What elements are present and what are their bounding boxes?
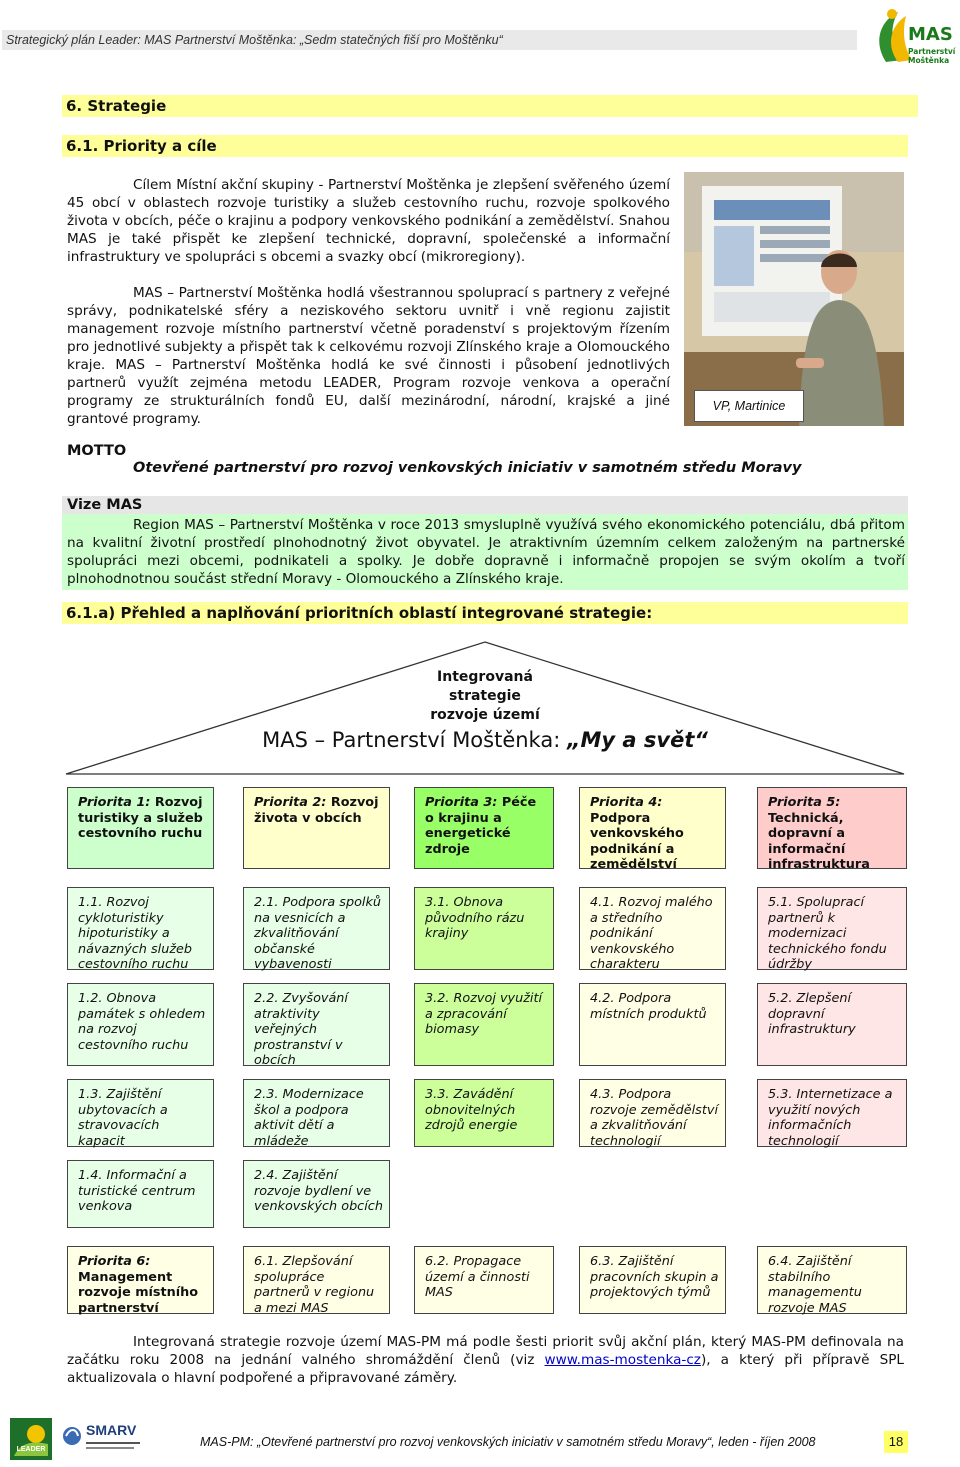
intro-paragraph-2 [67,284,670,428]
priority-6-label: Priorita 6: [78,1254,151,1269]
measure-1-3: 1.3. Zajištění ubytovacích a stravovacích kapacit [67,1079,214,1147]
mas-logo [868,4,958,74]
measure-2-1: 2.1. Podpora spolků na vesnicích a zkvalitňování občanské vybavenosti [243,887,390,970]
priority-4-title: Podpora venkovského podnikání a zemědělství [590,810,684,873]
priority-6-box [67,1246,214,1314]
measure-5-3: 5.3. Internetizace a využití nových informačních technologií [757,1079,907,1147]
page-number: 18 [884,1431,908,1453]
priority-5-label: Priorita 5: [768,795,841,810]
measure-3-1: 3.1. Obnova původního rázu krajiny [414,887,554,970]
vision-block [62,496,908,590]
motto-text: Otevřené partnerství pro rozvoj venkovských iniciativ v samotném středu Moravy [133,460,802,476]
intro-p1: Cílem Místní akční skupiny - Partnerství Moštěnka je zlepšení svěřeného území 45 obcí v oblastech rozvoje turistiky a služeb cestovního ruchu, rozvoje spolkového života v obcích, péče o krajinu a podpory venkovského podnikání a zemědělství. Snahou MAS je také přispět ke zlepšení technické, dopravní, společenské a informační infrastruktury ve spolupráci s obcemi a svazky obcí (mikroregiony). [67,177,670,265]
roof-slogan: „My a svět“ [566,728,708,752]
priority-4-box [579,787,726,873]
priority-3-box [414,787,554,869]
roof-line-2: strategie [449,688,521,704]
smarv-logo [62,1418,142,1458]
measure-5-1: 5.1. Spoluprací partnerů k modernizaci technického fondu údržby [757,887,907,970]
priority-1-label: Priorita 1: [78,795,151,810]
priority-3-title: Péče o krajinu a energetické zdroje [425,795,537,857]
measure-2-3: 2.3. Modernizace škol a podpora aktivit dětí a mládeže [243,1079,390,1147]
measure-3-2: 3.2. Rozvoj využití a zpracování biomasy [414,983,554,1066]
measure-1-4: 1.4. Informační a turistické centrum venkova [67,1160,214,1228]
measure-6-4: 6.4. Zajištění stabilního managementu rozvoje MAS [757,1246,907,1314]
vision-text: Region MAS – Partnerství Moštěnka v roce 2013 smysluplně využívá svého ekonomického potenciálu, dbá přitom na kvalitní životní prostředí plnohodnotný život obyvatel. Je atraktivním územním celkem založeným na partnerské spolupráci mezi obcemi, podnikateli a spolky. Je dobře dopravně i informačně propojen se svým okolím a tvoří plnohodnotnou součást střední Moravy - Olomouckého a Zlínského kraje. [67,517,905,587]
motto-label: MOTTO [67,443,127,459]
svg-text:Moštěnka: Moštěnka [908,56,950,65]
roof-line-1: Integrovaná [437,669,533,685]
leader-logo-icon [10,1418,52,1460]
measure-6-2: 6.2. Propagace území a činnosti MAS [414,1246,554,1314]
closing-text-before: Integrovaná strategie rozvoje území MAS-PM má podle šesti priorit svůj akční plán, který MAS-PM definovala na začátku roku 2008 na jednání valného shromáždění členů (viz [67,1334,904,1368]
presentation-photo [684,172,904,426]
measure-6-1: 6.1. Zlepšování spolupráce partnerů v regionu a mezi MAS [243,1246,390,1314]
measure-4-3: 4.3. Podpora rozvoje zemědělství a zkvalitňování technologií [579,1079,726,1147]
priority-2-box [243,787,390,869]
priority-2-title: Rozvoj života v obcích [254,795,379,826]
closing-paragraph [67,1333,904,1387]
photo-caption: VP, Martinice [712,399,786,413]
measure-2-4: 2.4. Zajištění rozvoje bydlení ve venkovských obcích [243,1160,390,1228]
priority-1-box [67,787,214,869]
measure-3-3: 3.3. Zavádění obnovitelných zdrojů energie [414,1079,554,1147]
intro-p2: MAS – Partnerství Moštěnka hodlá všestrannou spoluprací s partnery z veřejné správy, podnikatelské sféry a neziskového sektoru uvnitř i vně regionu zajistit management rozvoje místního partnerství včetně poradenství s projektovým řízením pro jednotlivé subjekty a přispět tak k celkovému rozvoji Zlínského kraje a Olomouckého kraje. MAS – Partnerství Moštěnka hodlá ke své činnosti i působení jednotlivých partnerů využít zejména metodu LEADER, Program rozvoje venkova a operační programy ze strukturálních fondů EU, další mezinárodní, národní, krajské a jiné grantové programy. [67,285,670,427]
photo [684,172,904,426]
strategy-roof [62,638,908,778]
smarv-logo-text: SMARV [86,1422,137,1438]
priority-3-label: Priorita 3: [425,795,498,810]
overview-title: 6.1.a) Přehled a naplňování prioritních oblastí integrované strategie: [62,602,908,624]
photo-caption-box [694,390,804,422]
mas-logo-icon [868,4,958,74]
section-title: 6. Strategie [62,95,918,117]
measure-2-2: 2.2. Zvyšování atraktivity veřejných prostranství v obcích [243,983,390,1066]
roof-line-3: rozvoje území [430,707,540,723]
closing-text-after: ), a který při přípravě SPL aktualizovala o hlavní podpořené a připravované záměry. [67,1352,904,1386]
priority-4-label: Priorita 4: [590,795,663,810]
leader-logo-text: LEADER [16,1446,46,1453]
running-header [2,30,857,50]
svg-text:MAS: MAS [908,24,953,45]
measure-1-2: 1.2. Obnova památek s ohledem na rozvoj cestovního ruchu [67,983,214,1066]
leader-logo [10,1418,52,1460]
measure-6-3: 6.3. Zajištění pracovních skupin a projektových týmů [579,1246,726,1314]
website-link[interactable]: www.mas-mostenka-cz [544,1352,701,1368]
footer-text: MAS-PM: „Otevřené partnerství pro rozvoj venkovských iniciativ v samotném středu Moravy“, leden - říjen 2008 [200,1435,816,1449]
svg-text:Partnerství: Partnerství [908,47,956,56]
measure-4-2: 4.2. Podpora místních produktů [579,983,726,1066]
priority-6-title: Management rozvoje místního partnerství [78,1269,199,1316]
priority-5-title: Technická, dopravní a informační infrastruktura [768,810,870,873]
measure-5-2: 5.2. Zlepšení dopravní infrastruktury [757,983,907,1066]
intro-paragraph-1 [67,176,670,266]
roof-name: MAS – Partnerství Moštěnka: [262,728,567,752]
measure-4-1: 4.1. Rozvoj malého a středního podnikání venkovského charakteru [579,887,726,970]
measure-1-1: 1.1. Rozvoj cykloturistiky hipoturistiky a návazných služeb cestovního ruchu [67,887,214,970]
running-header-text: Strategický plán Leader: MAS Partnerství Moštěnka: „Sedm statečných fiší pro Moštěnku“ [6,33,503,47]
priority-2-label: Priorita 2: [254,795,327,810]
section-subtitle: 6.1. Priority a cíle [62,135,908,157]
priority-5-box [757,787,907,873]
priority-1-title: Rozvoj turistiky a služeb cestovního ruchu [78,795,203,842]
vision-label: Vize MAS [67,497,143,513]
